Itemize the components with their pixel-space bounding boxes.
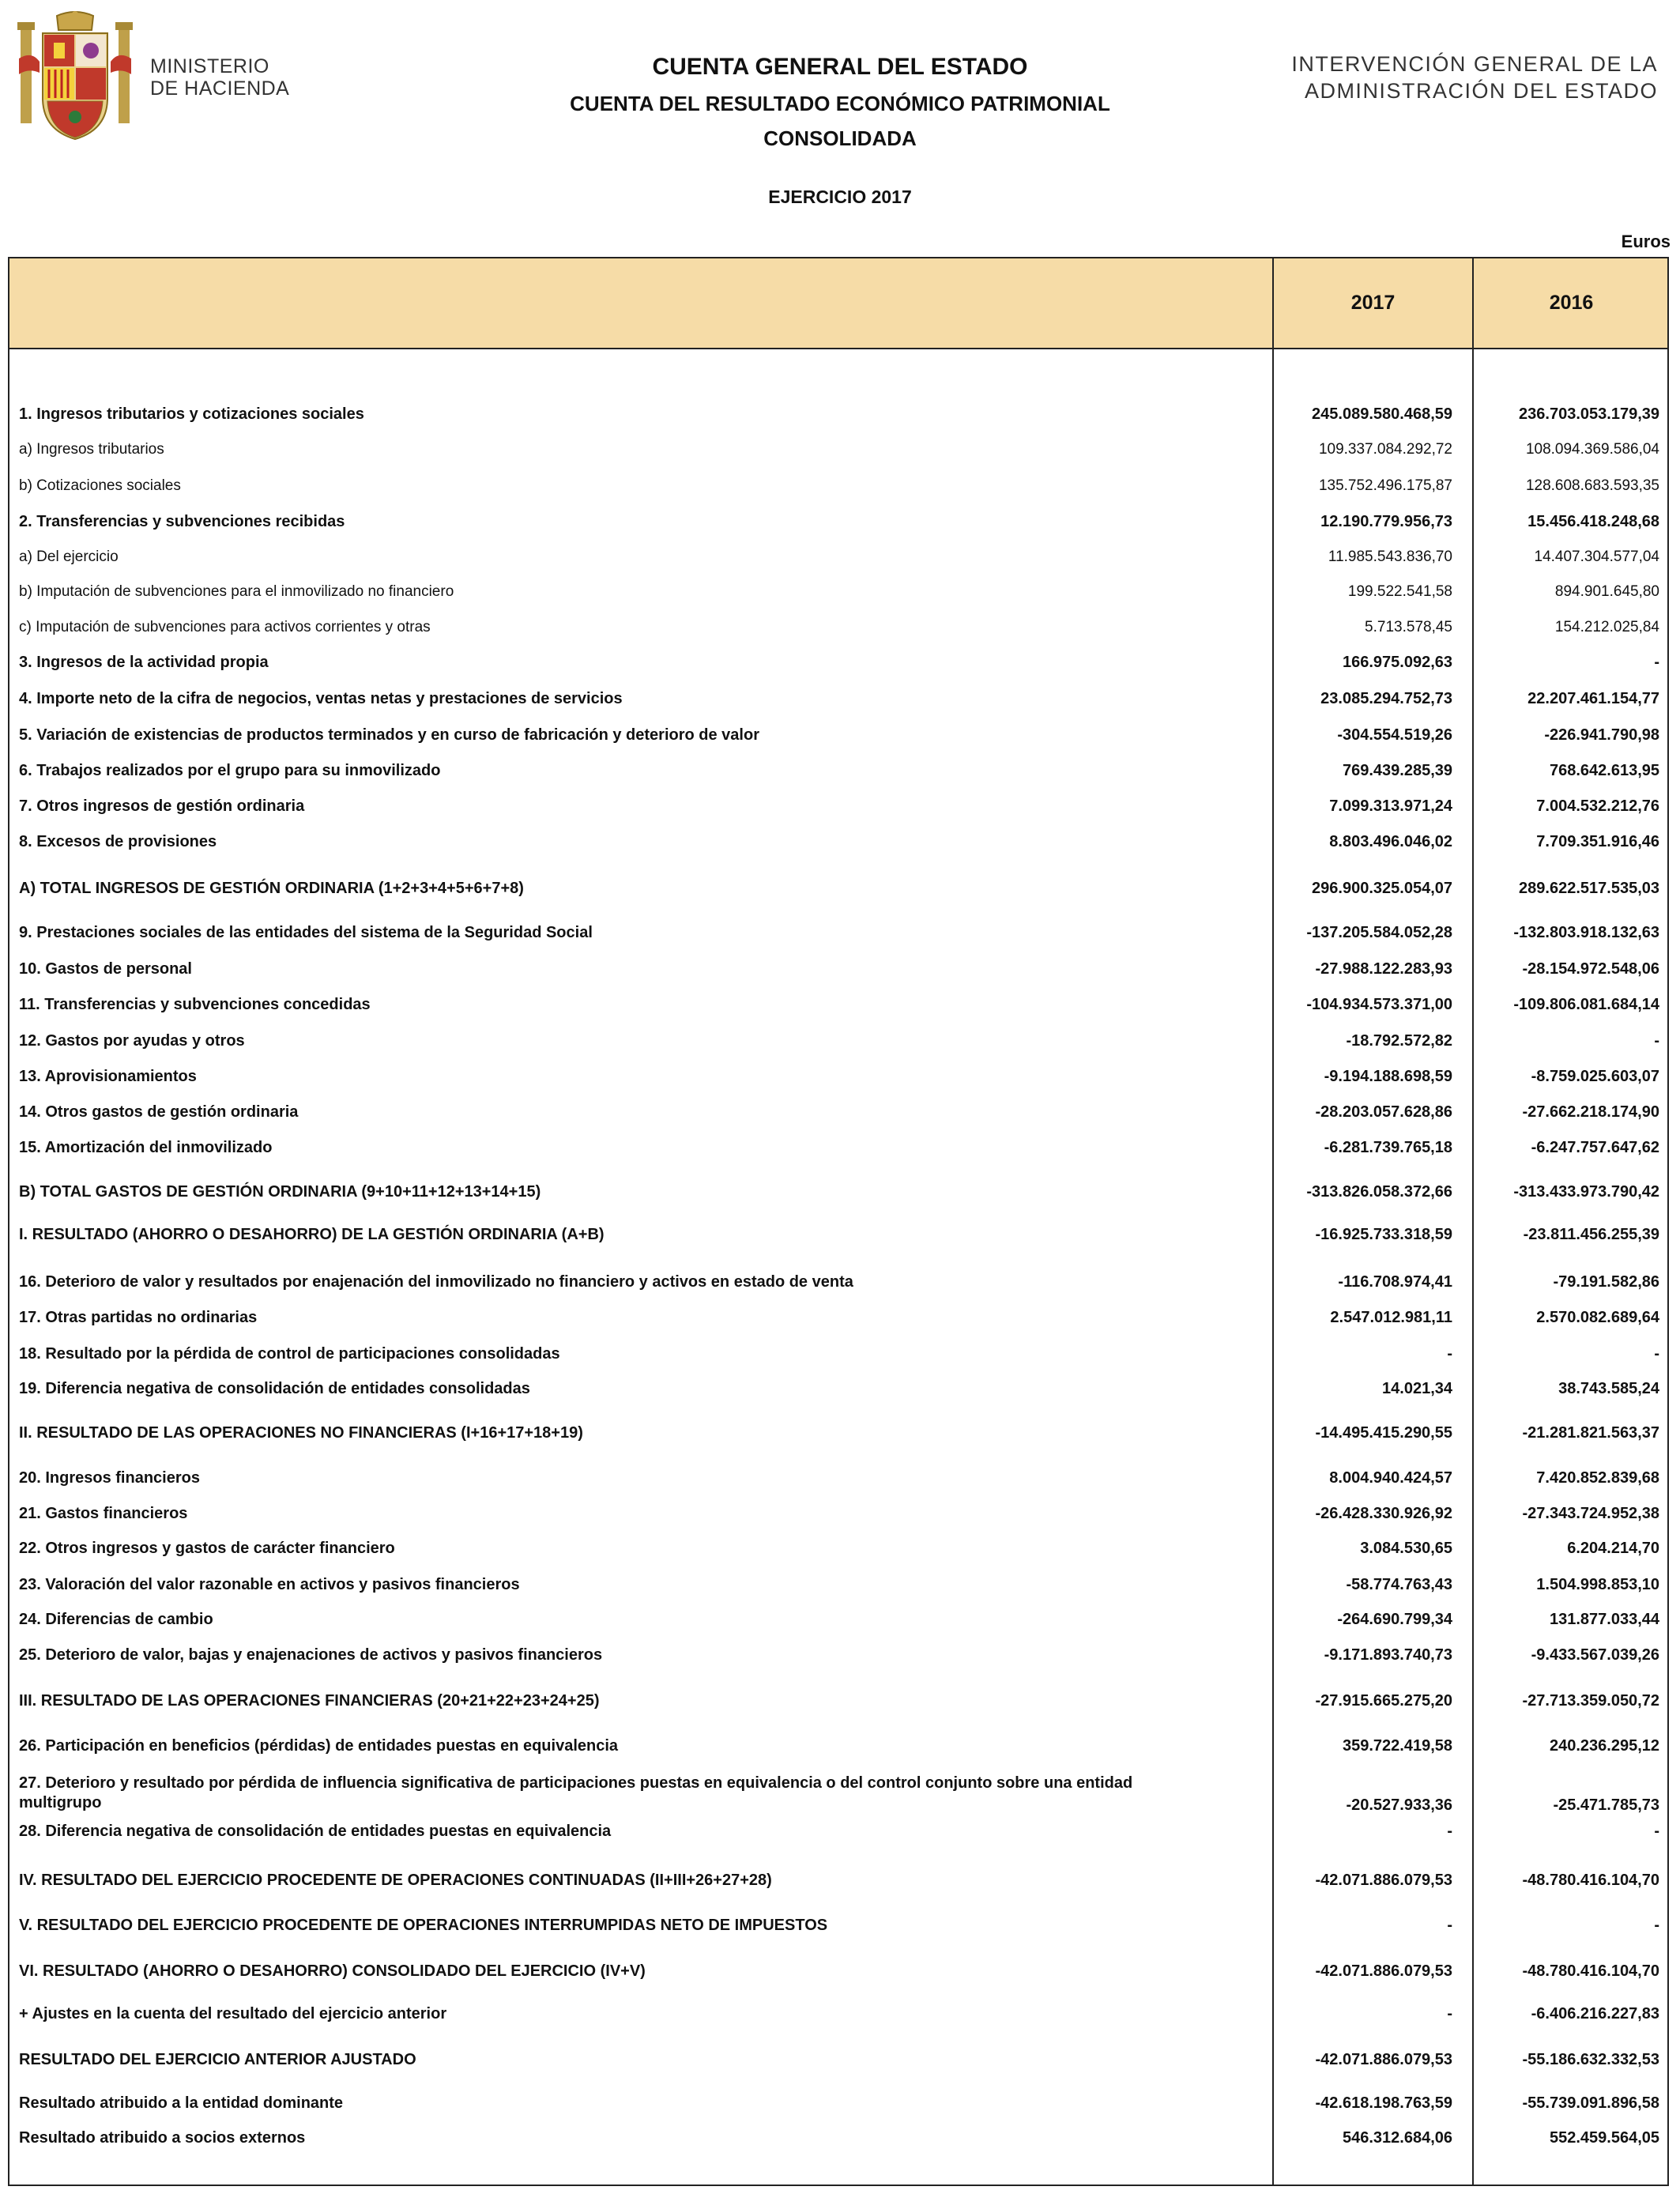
currency-units: Euros: [1621, 232, 1671, 251]
value-2017: -42.071.886.079,53: [1315, 1872, 1452, 1889]
table-row: [9, 1646, 1667, 1669]
row-label: 24. Diferencias de cambio: [19, 1611, 213, 1628]
value-2017: -16.925.733.318,59: [1315, 1226, 1452, 1243]
row-label: Resultado atribuido a la entidad dominante: [19, 2094, 344, 2112]
value-2017: 8.004.940.424,57: [1329, 1469, 1452, 1487]
row-label: 1. Ingresos tributarios y cotizaciones sociales: [19, 405, 364, 423]
row-label: 4. Importe neto de la cifra de negocios, ventas netas y prestaciones de servicios: [19, 690, 623, 707]
table-row: [9, 512, 1667, 536]
value-2017: -20.527.933,36: [1346, 1796, 1452, 1814]
value-2016: 108.094.369.586,04: [1525, 441, 1659, 458]
table-row: [9, 1067, 1667, 1091]
value-2017: 166.975.092,63: [1342, 654, 1452, 671]
table-row: [9, 832, 1667, 856]
ministry-line-1: MINISTERIO: [150, 55, 269, 77]
office-line-2: ADMINISTRACIÓN DEL ESTADO: [1304, 79, 1658, 103]
table-row: [9, 1138, 1667, 1162]
row-label: 7. Otros ingresos de gestión ordinaria: [19, 797, 305, 815]
table-row: [9, 1504, 1667, 1528]
value-2017: 5.713.578,45: [1365, 619, 1452, 635]
value-2017: -264.690.799,34: [1337, 1611, 1452, 1628]
table-row: [9, 2050, 1667, 2074]
table-row: [9, 1774, 1667, 1821]
report-subtitle: CUENTA DEL RESULTADO ECONÓMICO PATRIMONIAL: [570, 92, 1110, 115]
value-2017: 546.312.684,06: [1342, 2129, 1452, 2147]
results-table: [8, 257, 1669, 2186]
value-2017: -26.428.330.926,92: [1315, 1505, 1452, 1522]
value-2017: -42.618.198.763,59: [1315, 2094, 1452, 2112]
row-label: 15. Amortización del inmovilizado: [19, 1139, 273, 1156]
value-2016: 15.456.418.248,68: [1527, 513, 1659, 530]
value-2016: -: [1654, 1032, 1659, 1050]
value-2017: -18.792.572,82: [1346, 1032, 1452, 1050]
table-row: [9, 653, 1667, 677]
row-label: 26. Participación en beneficios (pérdidas) de entidades puestas en equivalencia: [19, 1737, 619, 1755]
value-2017: -9.194.188.698,59: [1324, 1068, 1452, 1085]
value-2016: 768.642.613,95: [1549, 762, 1659, 779]
row-label: IV. RESULTADO DEL EJERCICIO PROCEDENTE DE OPERACIONES CONTINUADAS (II+III+26+27+28): [19, 1872, 772, 1889]
value-2017: -304.554.519,26: [1337, 726, 1452, 744]
value-2016: -48.780.416.104,70: [1522, 1872, 1659, 1889]
value-2016: -21.281.821.563,37: [1522, 1424, 1659, 1442]
value-2016: 236.703.053.179,39: [1519, 405, 1659, 423]
value-2017: -116.708.974,41: [1338, 1273, 1452, 1291]
row-label: 2. Transferencias y subvenciones recibidas: [19, 513, 345, 530]
row-label: 22. Otros ingresos y gastos de carácter financiero: [19, 1540, 395, 1557]
value-2016: -: [1654, 1823, 1659, 1840]
table-row: [9, 1736, 1667, 1760]
row-label: RESULTADO DEL EJERCICIO ANTERIOR AJUSTADO: [19, 2051, 416, 2068]
value-2016: 14.407.304.577,04: [1534, 548, 1659, 565]
value-2016: -9.433.567.039,26: [1531, 1646, 1659, 1664]
value-2016: -8.759.025.603,07: [1531, 1068, 1659, 1085]
row-label: 23. Valoración del valor razonable en activos y pasivos financieros: [19, 1576, 520, 1593]
table-row: [9, 1344, 1667, 1368]
value-2016: 128.608.683.593,35: [1525, 477, 1659, 494]
ministry-name: [150, 55, 289, 100]
table-row: [9, 959, 1667, 983]
value-2017: -42.071.886.079,53: [1315, 1962, 1452, 1980]
value-2017: -27.915.665.275,20: [1315, 1692, 1452, 1710]
value-2017: 769.439.285,39: [1342, 762, 1452, 779]
value-2016: 6.204.214,70: [1567, 1540, 1659, 1557]
table-row: [9, 617, 1667, 641]
table-row: [9, 1225, 1667, 1249]
row-label: B) TOTAL GASTOS DE GESTIÓN ORDINARIA (9+10+11+12+13+14+15): [19, 1183, 541, 1201]
value-2017: -28.203.057.628,86: [1315, 1103, 1452, 1121]
table-row: [9, 2004, 1667, 2028]
value-2017: 296.900.325.054,07: [1312, 880, 1452, 897]
table-row: [9, 1575, 1667, 1599]
value-2017: 359.722.419,58: [1342, 1737, 1452, 1755]
row-label: 27. Deterioro y resultado por pérdida de influencia significativa de participaciones puestas en equivalencia o del control conjunto sobre una entidad multigrupo: [19, 1774, 1133, 1811]
value-2016: -55.739.091.896,58: [1522, 2094, 1659, 2112]
row-label: 21. Gastos financieros: [19, 1505, 188, 1522]
table-row: [9, 1822, 1667, 1845]
office-name: [1291, 51, 1658, 104]
row-label: 14. Otros gastos de gestión ordinaria: [19, 1103, 299, 1121]
value-2016: 552.459.564,05: [1549, 2129, 1659, 2147]
report-title: CUENTA GENERAL DEL ESTADO: [652, 54, 1028, 80]
table-row: [9, 1962, 1667, 1985]
table-row: [9, 1103, 1667, 1126]
table-header: [9, 258, 1667, 349]
value-2016: -55.186.632.332,53: [1522, 2051, 1659, 2068]
value-2017: -58.774.763,43: [1346, 1576, 1452, 1593]
value-2017: -313.826.058.372,66: [1306, 1183, 1452, 1201]
office-line-1: INTERVENCIÓN GENERAL DE LA: [1291, 52, 1658, 76]
row-label: 16. Deterioro de valor y resultados por enajenación del inmovilizado no financiero y activos en estado de venta: [19, 1273, 853, 1291]
table-row: [9, 1272, 1667, 1296]
value-2017: -42.071.886.079,53: [1315, 2051, 1452, 2068]
column-header-2017: 2017: [1350, 292, 1396, 314]
value-2016: -28.154.972.548,06: [1522, 960, 1659, 978]
value-2016: -: [1654, 1917, 1659, 1934]
value-2017: -9.171.893.740,73: [1324, 1646, 1452, 1664]
row-label: III. RESULTADO DE LAS OPERACIONES FINANCIERAS (20+21+22+23+24+25): [19, 1692, 600, 1710]
value-2016: -226.941.790,98: [1544, 726, 1659, 744]
value-2016: 38.743.585,24: [1558, 1380, 1659, 1397]
row-label: 10. Gastos de personal: [19, 960, 192, 978]
value-2017: -: [1447, 2005, 1452, 2022]
value-2017: 14.021,34: [1382, 1380, 1452, 1397]
value-2017: 135.752.496.175,87: [1318, 477, 1452, 494]
row-label: 18. Resultado por la pérdida de control de participaciones consolidadas: [19, 1345, 560, 1363]
table-row: [9, 2094, 1667, 2117]
table-row: [9, 995, 1667, 1019]
table-row: [9, 1916, 1667, 1940]
value-2016: -27.713.359.050,72: [1522, 1692, 1659, 1710]
value-2016: 7.420.852.839,68: [1536, 1469, 1659, 1487]
value-2017: -27.988.122.283,93: [1315, 960, 1452, 978]
value-2017: 8.803.496.046,02: [1329, 833, 1452, 850]
table-row: [9, 1031, 1667, 1055]
table-row: [9, 726, 1667, 749]
row-label: 6. Trabajos realizados por el grupo para su inmovilizado: [19, 762, 441, 779]
table-row: [9, 1871, 1667, 1894]
value-2016: 1.504.998.853,10: [1536, 1576, 1659, 1593]
value-2016: -48.780.416.104,70: [1522, 1962, 1659, 1980]
table-row: [9, 923, 1667, 947]
value-2017: 199.522.541,58: [1347, 583, 1452, 600]
value-2017: -6.281.739.765,18: [1324, 1139, 1452, 1156]
row-label: 20. Ingresos financieros: [19, 1469, 200, 1487]
value-2016: -6.406.216.227,83: [1531, 2005, 1659, 2022]
row-label: 11. Transferencias y subvenciones concedidas: [19, 996, 371, 1013]
row-label: b) Cotizaciones sociales: [19, 477, 181, 494]
table-row: [9, 547, 1667, 571]
row-label: 8. Excesos de provisiones: [19, 833, 217, 850]
value-2016: 154.212.025,84: [1554, 619, 1659, 635]
row-label: Resultado atribuido a socios externos: [19, 2129, 306, 2147]
value-2017: -137.205.584.052,28: [1306, 924, 1452, 941]
report-heading: [553, 49, 1127, 155]
table-row: [9, 405, 1667, 428]
value-2016: 22.207.461.154,77: [1527, 690, 1659, 707]
table-row: [9, 2128, 1667, 2152]
table-row: [9, 1423, 1667, 1447]
column-header-2016: 2016: [1549, 292, 1594, 314]
value-2016: 894.901.645,80: [1554, 583, 1659, 600]
row-label: a) Ingresos tributarios: [19, 441, 164, 458]
row-label: b) Imputación de subvenciones para el inmovilizado no financiero: [19, 583, 454, 600]
row-label: VI. RESULTADO (AHORRO O DESAHORRO) CONSOLIDADO DEL EJERCICIO (IV+V): [19, 1962, 646, 1980]
row-label: a) Del ejercicio: [19, 548, 119, 565]
row-label: 3. Ingresos de la actividad propia: [19, 654, 269, 671]
value-2017: 245.089.580.468,59: [1312, 405, 1452, 423]
row-label: 28. Diferencia negativa de consolidación de entidades puestas en equivalencia: [19, 1823, 612, 1840]
table-row: [9, 1468, 1667, 1492]
table-row: [9, 879, 1667, 903]
value-2016: -79.191.582,86: [1553, 1273, 1659, 1291]
row-label: 13. Aprovisionamientos: [19, 1068, 197, 1085]
value-2017: 12.190.779.956,73: [1320, 513, 1452, 530]
row-label: 19. Diferencia negativa de consolidación de entidades consolidadas: [19, 1380, 530, 1397]
value-2016: -313.433.973.790,42: [1513, 1183, 1659, 1201]
value-2017: -: [1447, 1823, 1452, 1840]
table-row: [9, 1379, 1667, 1403]
table-row: [9, 1308, 1667, 1332]
value-2016: 7.004.532.212,76: [1536, 797, 1659, 815]
value-2017: 11.985.543.836,70: [1328, 548, 1452, 565]
value-2016: 289.622.517.535,03: [1519, 880, 1659, 897]
value-2017: -: [1447, 1917, 1452, 1934]
value-2017: -: [1447, 1345, 1452, 1363]
value-2016: 131.877.033,44: [1549, 1611, 1659, 1628]
value-2016: -: [1654, 1345, 1659, 1363]
value-2017: 23.085.294.752,73: [1320, 690, 1452, 707]
table-row: [9, 476, 1667, 499]
row-label: II. RESULTADO DE LAS OPERACIONES NO FINANCIERAS (I+16+17+18+19): [19, 1424, 583, 1442]
value-2016: -27.343.724.952,38: [1522, 1505, 1659, 1522]
fiscal-year: EJERCICIO 2017: [768, 187, 912, 207]
value-2016: 2.570.082.689,64: [1536, 1309, 1659, 1326]
row-label: 12. Gastos por ayudas y otros: [19, 1032, 245, 1050]
row-label: 25. Deterioro de valor, bajas y enajenaciones de activos y pasivos financieros: [19, 1646, 603, 1664]
table-row: [9, 1539, 1667, 1563]
row-label: 9. Prestaciones sociales de las entidades del sistema de la Seguridad Social: [19, 924, 593, 941]
value-2016: -109.806.081.684,14: [1513, 996, 1659, 1013]
table-row: [9, 1610, 1667, 1634]
row-label: 5. Variación de existencias de productos terminados y en curso de fabricación y deterioro de valor: [19, 726, 759, 744]
row-label: A) TOTAL INGRESOS DE GESTIÓN ORDINARIA (1+2+3+4+5+6+7+8): [19, 880, 524, 897]
table-row: [9, 582, 1667, 605]
table-row: [9, 1182, 1667, 1206]
row-label: 17. Otras partidas no ordinarias: [19, 1309, 258, 1326]
table-row: [9, 1691, 1667, 1715]
value-2017: 109.337.084.292,72: [1318, 441, 1452, 458]
value-2016: -25.471.785,73: [1553, 1796, 1659, 1814]
row-label: c) Imputación de subvenciones para activos corrientes y otras: [19, 619, 431, 635]
value-2016: 7.709.351.916,46: [1536, 833, 1659, 850]
value-2016: -: [1654, 654, 1659, 671]
value-2016: -27.662.218.174,90: [1522, 1103, 1659, 1121]
value-2017: -14.495.415.290,55: [1315, 1424, 1452, 1442]
value-2016: -6.247.757.647,62: [1531, 1139, 1659, 1156]
report-subtitle-2: CONSOLIDADA: [763, 126, 917, 150]
value-2016: 240.236.295,12: [1549, 1737, 1659, 1755]
value-2017: 3.084.530,65: [1360, 1540, 1452, 1557]
row-label: V. RESULTADO DEL EJERCICIO PROCEDENTE DE OPERACIONES INTERRUMPIDAS NETO DE IMPUESTOS: [19, 1917, 828, 1934]
ministry-line-2: DE HACIENDA: [150, 77, 290, 100]
table-row: [9, 761, 1667, 785]
table-row: [9, 689, 1667, 713]
coat-of-arms-icon: [16, 11, 134, 145]
value-2017: 7.099.313.971,24: [1329, 797, 1452, 815]
table-row: [9, 797, 1667, 820]
value-2017: -104.934.573.371,00: [1306, 996, 1452, 1013]
row-label: + Ajustes en la cuenta del resultado del ejercicio anterior: [19, 2005, 447, 2022]
value-2017: 2.547.012.981,11: [1330, 1309, 1452, 1326]
value-2016: -23.811.456.255,39: [1523, 1226, 1659, 1243]
table-row: [9, 439, 1667, 463]
row-label: I. RESULTADO (AHORRO O DESAHORRO) DE LA GESTIÓN ORDINARIA (A+B): [19, 1226, 605, 1243]
value-2016: -132.803.918.132,63: [1513, 924, 1659, 941]
